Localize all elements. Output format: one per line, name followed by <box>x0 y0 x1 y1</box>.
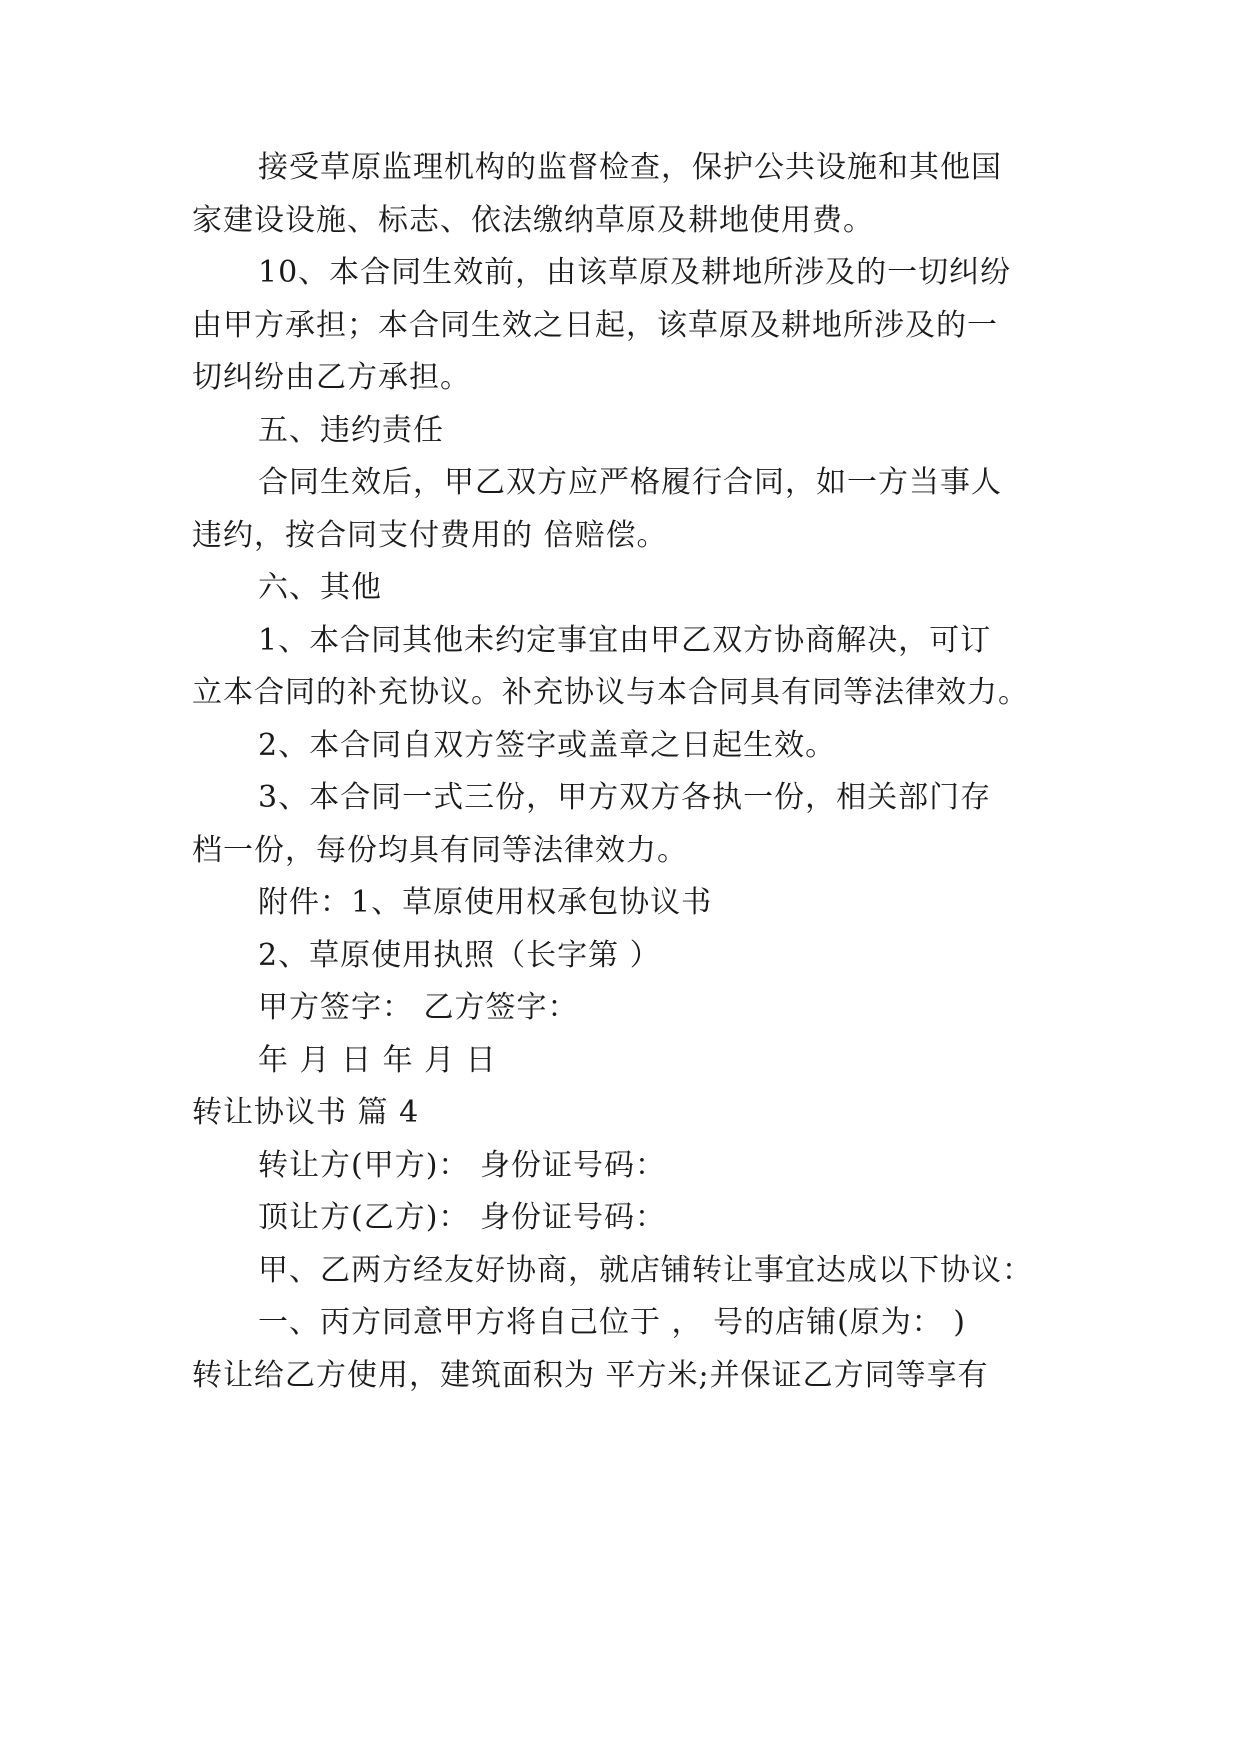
text-line: 一、丙方同意甲方将自己位于 ， 号的店铺(原为： ) <box>258 1305 967 1340</box>
text-line: 2、本合同自双方签字或盖章之日起生效。 <box>258 728 837 763</box>
text-line: 合同生效后，甲乙双方应严格履行合同，如一方当事人 <box>258 465 1002 500</box>
section-heading: 六、其他 <box>258 570 382 605</box>
text-line: 违约，按合同支付费用的 倍赔偿。 <box>192 518 668 553</box>
text-line: 档一份，每份均具有同等法律效力。 <box>192 833 688 868</box>
text-line: 转让给乙方使用，建筑面积为 平方米;并保证乙方同等享有 <box>192 1358 989 1393</box>
date-line: 年 月 日 年 月 日 <box>258 1043 497 1078</box>
text-line: 3、本合同一式三份，甲方双方各执一份，相关部门存 <box>258 780 992 815</box>
text-line: 2、草原使用执照（长字第 ） <box>258 938 661 973</box>
text-line: 1、本合同其他未约定事宜由甲乙双方协商解决，可订 <box>258 623 992 658</box>
text-line: 附件：1、草原使用权承包协议书 <box>258 885 713 920</box>
text-line: 顶让方(乙方)： 身份证号码： <box>258 1200 666 1235</box>
article-title: 转让协议书 篇 4 <box>192 1095 420 1130</box>
section-heading: 五、违约责任 <box>258 413 444 448</box>
signature-line: 甲方签字： 乙方签字： <box>258 990 579 1025</box>
text-line: 切纠纷由乙方承担。 <box>192 360 471 395</box>
text-line: 接受草原监理机构的监督检查，保护公共设施和其他国 <box>258 150 1002 185</box>
text-line: 转让方(甲方)： 身份证号码： <box>258 1148 666 1183</box>
text-line: 家建设设施、标志、依法缴纳草原及耕地使用费。 <box>192 203 874 238</box>
text-line: 甲、乙两方经友好协商，就店铺转让事宜达成以下协议： <box>258 1253 1033 1288</box>
text-line: 由甲方承担；本合同生效之日起，该草原及耕地所涉及的一 <box>192 308 998 343</box>
text-line: 10、本合同生效前，由该草原及耕地所涉及的一切纠纷 <box>258 255 1012 290</box>
text-line: 立本合同的补充协议。补充协议与本合同具有同等法律效力。 <box>192 675 1029 710</box>
